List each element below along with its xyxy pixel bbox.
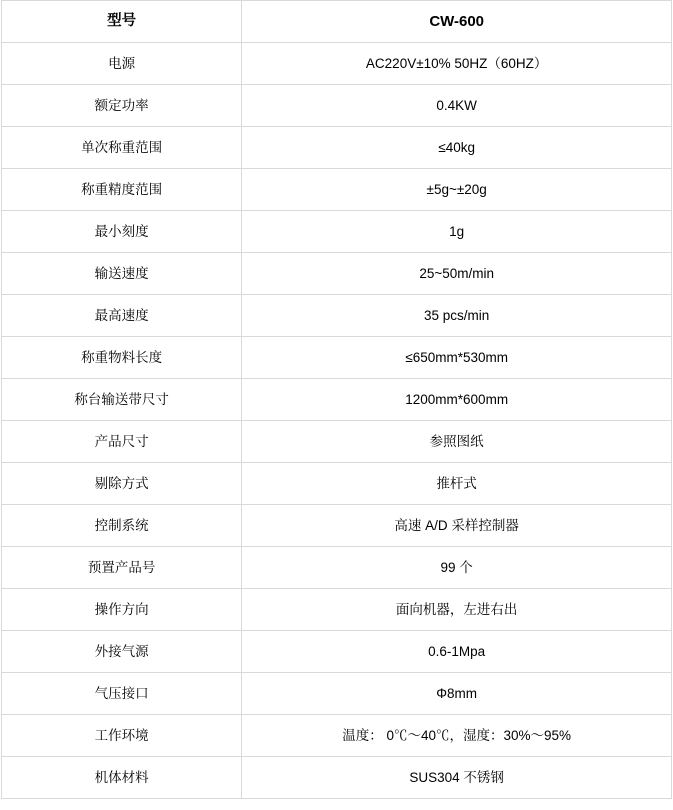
row-value: 99 个 xyxy=(242,547,672,589)
row-value: SUS304 不锈钢 xyxy=(242,757,672,799)
row-label: 额定功率 xyxy=(2,85,242,127)
table-row xyxy=(2,169,672,211)
row-label: 称重精度范围 xyxy=(2,169,242,211)
row-value: 0.4KW xyxy=(242,85,672,127)
row-value: 参照图纸 xyxy=(242,421,672,463)
row-value: 1200mm*600mm xyxy=(242,379,672,421)
row-label: 工作环境 xyxy=(2,715,242,757)
row-label: 输送速度 xyxy=(2,253,242,295)
table-row xyxy=(2,295,672,337)
row-value: 温度： 0℃～40℃，湿度：30%～95% xyxy=(242,715,672,757)
row-label: 气压接口 xyxy=(2,673,242,715)
row-label: 单次称重范围 xyxy=(2,127,242,169)
table-row xyxy=(2,673,672,715)
table-row xyxy=(2,379,672,421)
table-row xyxy=(2,505,672,547)
row-value: 25~50m/min xyxy=(242,253,672,295)
table-row xyxy=(2,589,672,631)
row-label: 称重物料长度 xyxy=(2,337,242,379)
table-row xyxy=(2,421,672,463)
row-label: 预置产品号 xyxy=(2,547,242,589)
row-label: 剔除方式 xyxy=(2,463,242,505)
row-value: ≤650mm*530mm xyxy=(242,337,672,379)
table-row xyxy=(2,211,672,253)
table-row xyxy=(2,463,672,505)
table-header-row xyxy=(2,1,672,43)
table-row xyxy=(2,631,672,673)
row-value: 推杆式 xyxy=(242,463,672,505)
row-value: 0.6-1Mpa xyxy=(242,631,672,673)
table-row xyxy=(2,253,672,295)
row-label: 最小刻度 xyxy=(2,211,242,253)
table-row xyxy=(2,715,672,757)
table-row xyxy=(2,757,672,799)
row-label: 最高速度 xyxy=(2,295,242,337)
specification-table xyxy=(1,0,672,799)
row-value: 高速 A/D 采样控制器 xyxy=(242,505,672,547)
table-row xyxy=(2,127,672,169)
table-row xyxy=(2,337,672,379)
table-body xyxy=(2,1,672,799)
table-row xyxy=(2,43,672,85)
row-value: ≤40kg xyxy=(242,127,672,169)
row-label: 操作方向 xyxy=(2,589,242,631)
row-label: 外接气源 xyxy=(2,631,242,673)
row-label: 控制系统 xyxy=(2,505,242,547)
header-label-cell: 型号 xyxy=(2,1,242,43)
row-label: 机体材料 xyxy=(2,757,242,799)
header-value-cell: CW-600 xyxy=(242,1,672,43)
row-value: 35 pcs/min xyxy=(242,295,672,337)
row-value: 1g xyxy=(242,211,672,253)
row-label: 电源 xyxy=(2,43,242,85)
row-value: Φ8mm xyxy=(242,673,672,715)
row-label: 产品尺寸 xyxy=(2,421,242,463)
table-row xyxy=(2,85,672,127)
row-label: 称台输送带尺寸 xyxy=(2,379,242,421)
table-row xyxy=(2,547,672,589)
row-value: 面向机器，左进右出 xyxy=(242,589,672,631)
row-value: AC220V±10% 50HZ（60HZ） xyxy=(242,43,672,85)
row-value: ±5g~±20g xyxy=(242,169,672,211)
